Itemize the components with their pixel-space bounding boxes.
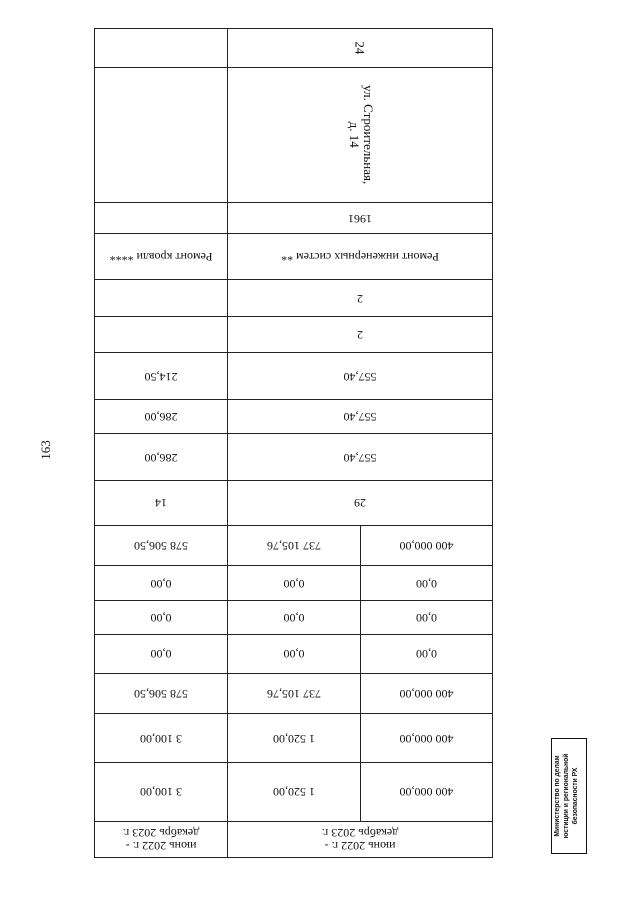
table-row: [95, 203, 493, 233]
ministry-stamp: [551, 738, 587, 854]
work-type-cell-a: Ремонт инженерных систем **: [228, 233, 493, 280]
row-number-cell: [228, 29, 493, 68]
table-row: [95, 353, 493, 400]
table-row: [95, 600, 493, 634]
table-row: [95, 481, 493, 526]
cost-cell-b: 3 100,00: [95, 762, 228, 821]
cost-cell-b: 0,00: [95, 600, 228, 634]
cost-cell-a: 1 520,00: [228, 714, 361, 763]
area-cell-b: 286,00: [95, 434, 228, 481]
stamp-line-3: безопасности РХ: [570, 767, 579, 825]
table-row: [95, 821, 493, 857]
table-row: [95, 434, 493, 481]
cost-cell-b: 3 100,00: [95, 714, 228, 763]
cost-cell-a: 0,00: [228, 566, 361, 600]
table-row: [95, 525, 493, 566]
address-cell: [228, 67, 493, 203]
stamp-text: [552, 746, 586, 847]
cost-cell-c: 400 000,00: [361, 762, 493, 821]
table-row: [95, 29, 493, 68]
area-cell-a: 557,40: [228, 434, 493, 481]
stamp-line-1: Министерство по делам: [552, 755, 561, 837]
floors-cell-b: [95, 280, 228, 316]
cost-cell-c: 400 000,00: [361, 525, 493, 566]
floors-cell-a: 2: [228, 280, 493, 316]
address-text: ул. Строительная, д. 14: [346, 85, 376, 185]
table-row: [95, 233, 493, 280]
stamp-line-2: юстиции и региональной: [561, 753, 570, 839]
area-cell-a: 557,40: [228, 400, 493, 434]
period-cell-a: июнь 2022 г. - декабрь 2023 г.: [228, 821, 493, 857]
cost-cell-c: 0,00: [361, 600, 493, 634]
cost-cell-a: 1 520,00: [228, 762, 361, 821]
count-cell-a: 29: [228, 481, 493, 526]
cost-cell-c: 0,00: [361, 635, 493, 674]
table-row: [95, 566, 493, 600]
table-row: [95, 316, 493, 352]
address-cell-empty: [95, 67, 228, 203]
cost-cell-c: 400 000,00: [361, 673, 493, 714]
year-cell-empty: [95, 203, 228, 233]
cost-cell-b: 0,00: [95, 566, 228, 600]
cost-cell-a: 737 105,76: [228, 525, 361, 566]
cost-cell-a: 737 105,76: [228, 673, 361, 714]
cost-cell-c: 400 000,00: [361, 714, 493, 763]
work-type-cell-b: Ремонт кровли ****: [95, 233, 228, 280]
table-row: [95, 400, 493, 434]
row-number-cell-empty: [95, 29, 228, 68]
page-number: 163: [38, 440, 53, 460]
cost-cell-a: 0,00: [228, 635, 361, 674]
count-cell-b: 14: [95, 481, 228, 526]
table-row: [95, 67, 493, 203]
cost-cell-b: 578 506,50: [95, 525, 228, 566]
cost-cell-b: 578 506,50: [95, 673, 228, 714]
cost-cell-b: 0,00: [95, 635, 228, 674]
data-table-wrapper: [94, 28, 492, 858]
area-cell-b: 286,00: [95, 400, 228, 434]
cost-cell-c: 0,00: [361, 566, 493, 600]
table-row: [95, 673, 493, 714]
table-row: [95, 762, 493, 821]
area-cell-b: 214,50: [95, 353, 228, 400]
year-cell: 1961: [228, 203, 493, 233]
period-cell-b: июнь 2022 г. - декабрь 2023 г.: [95, 821, 228, 857]
floors-cell-b: [95, 316, 228, 352]
cost-cell-a: 0,00: [228, 600, 361, 634]
data-table: [94, 28, 493, 858]
table-row: [95, 280, 493, 316]
row-number-text: 24: [353, 41, 369, 55]
area-cell-a: 557,40: [228, 353, 493, 400]
floors-cell-a: 2: [228, 316, 493, 352]
table-row: [95, 635, 493, 674]
table-row: [95, 714, 493, 763]
